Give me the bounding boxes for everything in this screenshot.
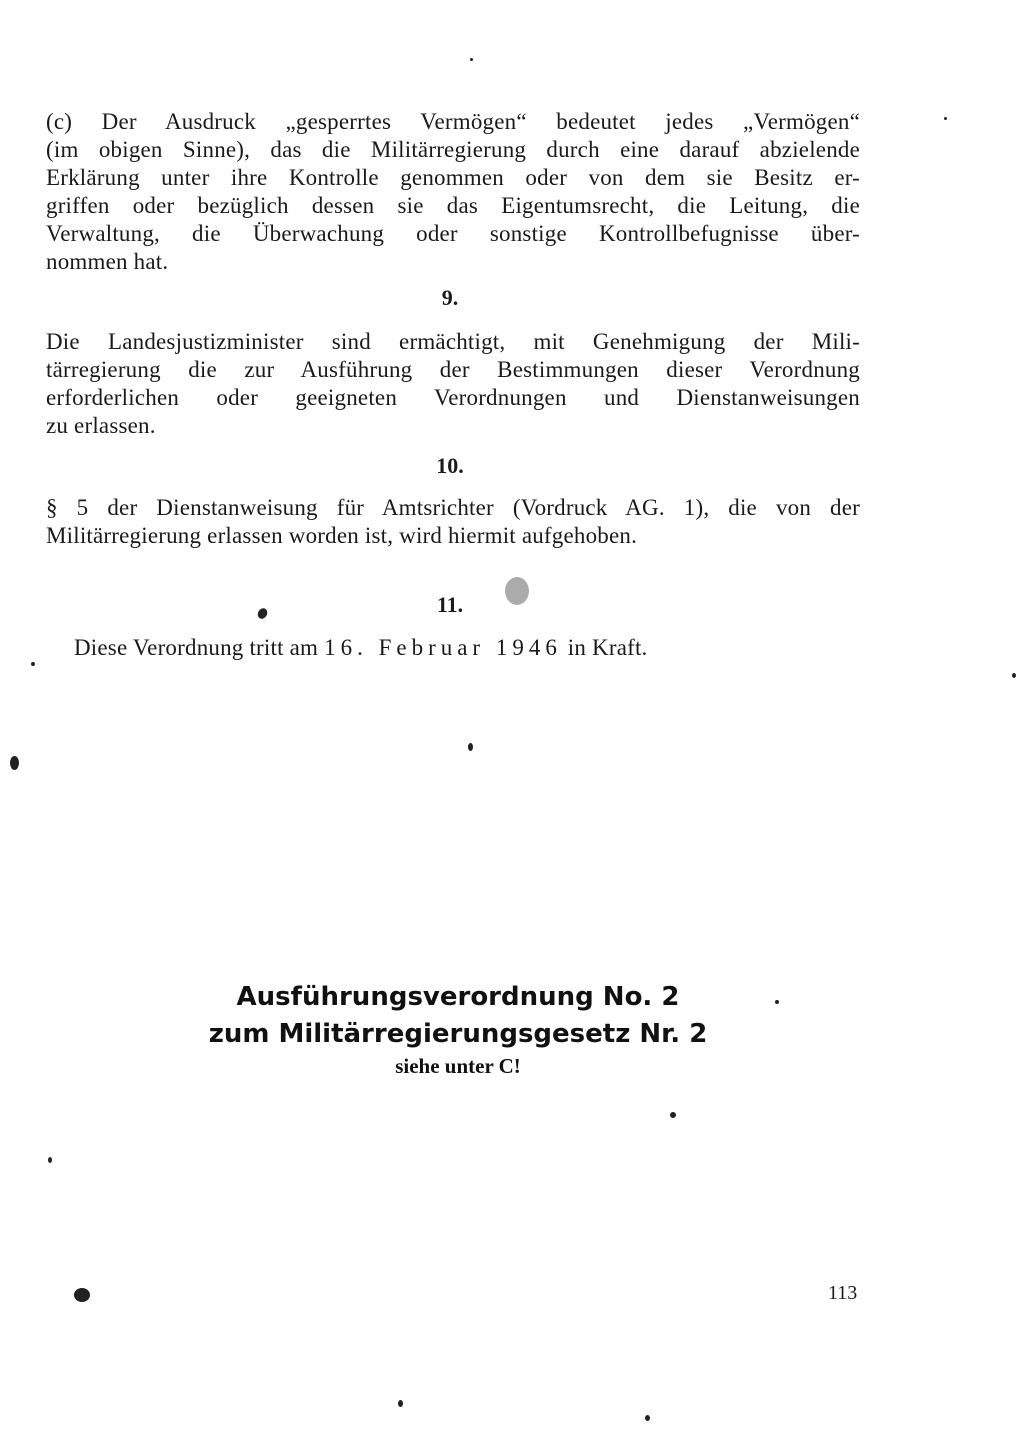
paragraph-10 — [46, 494, 860, 550]
scan-speck — [645, 1415, 650, 1421]
heading-line-2: zum Militärregierungsgesetz Nr. 2 — [208, 1019, 708, 1049]
section-number-9: 9. — [441, 285, 459, 310]
paragraph-line: Die Landesjustizminister sind ermächtigt, mit Genehmigung der Mili- — [46, 329, 860, 354]
paragraph-11 — [74, 634, 774, 662]
paragraph-line: (im obigen Sinne), das die Militärregierung durch eine darauf abzielende — [46, 137, 860, 162]
text-before-date: Diese Verordnung tritt am — [74, 635, 325, 660]
page-number: 113 — [828, 1282, 858, 1304]
scan-speck — [31, 662, 35, 666]
paragraph-line: § 5 der Dienstanweisung für Amtsrichter (Vordruck AG. 1), die von der — [46, 495, 860, 520]
paragraph-line: tärregierung die zur Ausführung der Bestimmungen dieser Verordnung — [46, 357, 860, 382]
scan-speck — [505, 577, 529, 605]
paragraph-line: erforderlichen oder geeigneten Verordnungen und Dienstanweisungen — [46, 385, 860, 410]
section-number-10: 10. — [436, 453, 464, 478]
section-number-11: 11. — [436, 592, 464, 617]
paragraph-line: (c) Der Ausdruck „gesperrtes Vermögen“ bedeutet jedes „Vermögen“ — [46, 109, 860, 134]
paragraph-line: griffen oder bezüglich dessen sie das Eigentumsrecht, die Leitung, die — [46, 193, 860, 218]
scan-speck — [775, 1000, 779, 1004]
scan-speck — [10, 756, 19, 770]
scan-speck — [468, 743, 473, 751]
paragraph-line: Erklärung unter ihre Kontrolle genommen oder von dem sie Besitz er- — [46, 165, 860, 190]
paragraph-line — [74, 634, 774, 662]
paragraph-8c — [46, 108, 860, 276]
paragraph-line: Verwaltung, die Überwachung oder sonstige Kontrollbefugnisse über- — [46, 221, 860, 246]
effective-date: 16. Februar 1946 — [324, 635, 562, 660]
paragraph-line: nommen hat. — [46, 249, 169, 274]
heading-subline: siehe unter C! — [395, 1054, 521, 1078]
scan-speck — [670, 1112, 676, 1118]
scan-speck — [470, 58, 473, 61]
text-after-date: in Kraft. — [561, 635, 648, 660]
scan-speck — [1012, 673, 1016, 678]
scan-speck — [944, 117, 947, 120]
paragraph-line: Militärregierung erlassen worden ist, wird hiermit aufgehoben. — [46, 523, 638, 548]
scan-speck — [74, 1288, 90, 1302]
paragraph-9 — [46, 328, 860, 440]
scan-speck — [398, 1400, 403, 1407]
heading-line-1: Ausführungsverordnung No. 2 — [236, 982, 680, 1012]
paragraph-line: zu erlassen. — [46, 413, 156, 438]
scan-speck — [48, 1157, 52, 1163]
